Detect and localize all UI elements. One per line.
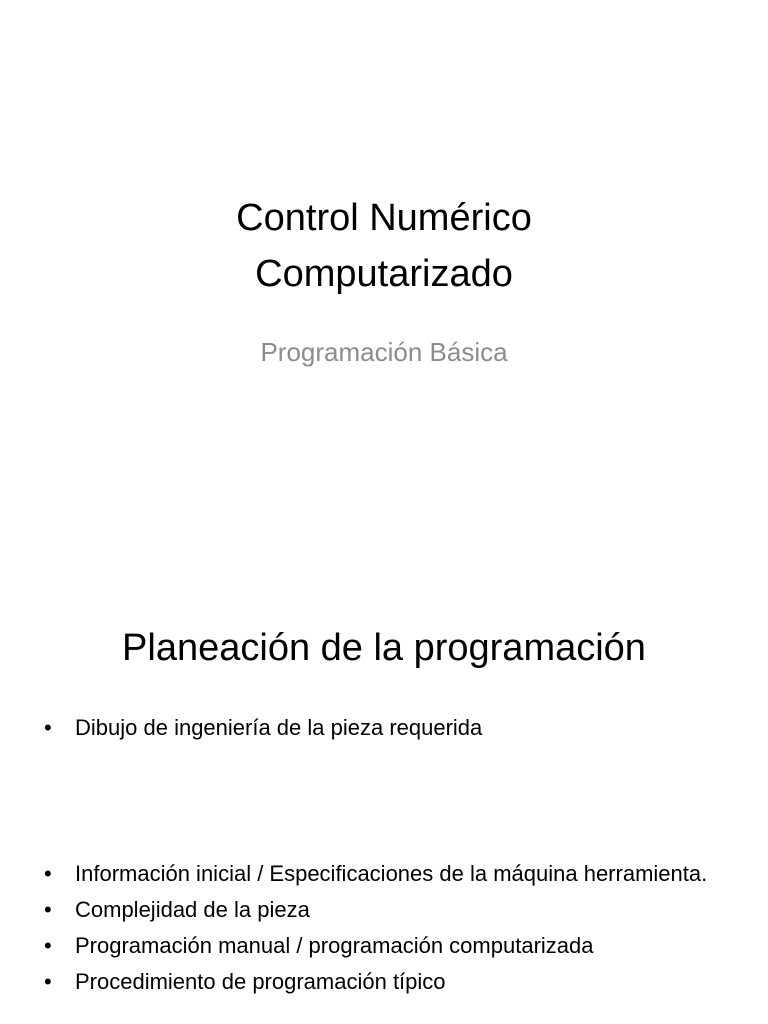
list-item-text: Información inicial / Especificaciones de la máquina herramienta. [75, 861, 708, 886]
list-item [44, 931, 744, 961]
main-title-line-1: Control Numérico [236, 197, 532, 239]
list-item-text: Complejidad de la pieza [75, 897, 310, 922]
title-block [0, 190, 768, 302]
bullet-icon: • [44, 897, 52, 922]
bullet-list-bottom [44, 859, 744, 1003]
subtitle: Programación Básica [260, 337, 508, 367]
bullet-icon: • [44, 969, 52, 994]
slide-heading: Planeación de la programación [122, 627, 646, 669]
bullet-icon: • [44, 861, 52, 886]
list-item [44, 895, 744, 925]
list-item-text: Programación manual / programación computarizada [75, 933, 594, 958]
main-title-line-2: Computarizado [255, 253, 513, 295]
bullet-list-top [44, 713, 744, 749]
list-item [44, 713, 744, 743]
content-slide [0, 576, 768, 1024]
list-item-text: Procedimiento de programación típico [75, 969, 446, 994]
list-item-text: Dibujo de ingeniería de la pieza requerida [75, 715, 483, 740]
list-item [44, 859, 744, 889]
list-item [44, 967, 744, 997]
bullet-icon: • [44, 933, 52, 958]
bullet-icon: • [44, 715, 52, 740]
